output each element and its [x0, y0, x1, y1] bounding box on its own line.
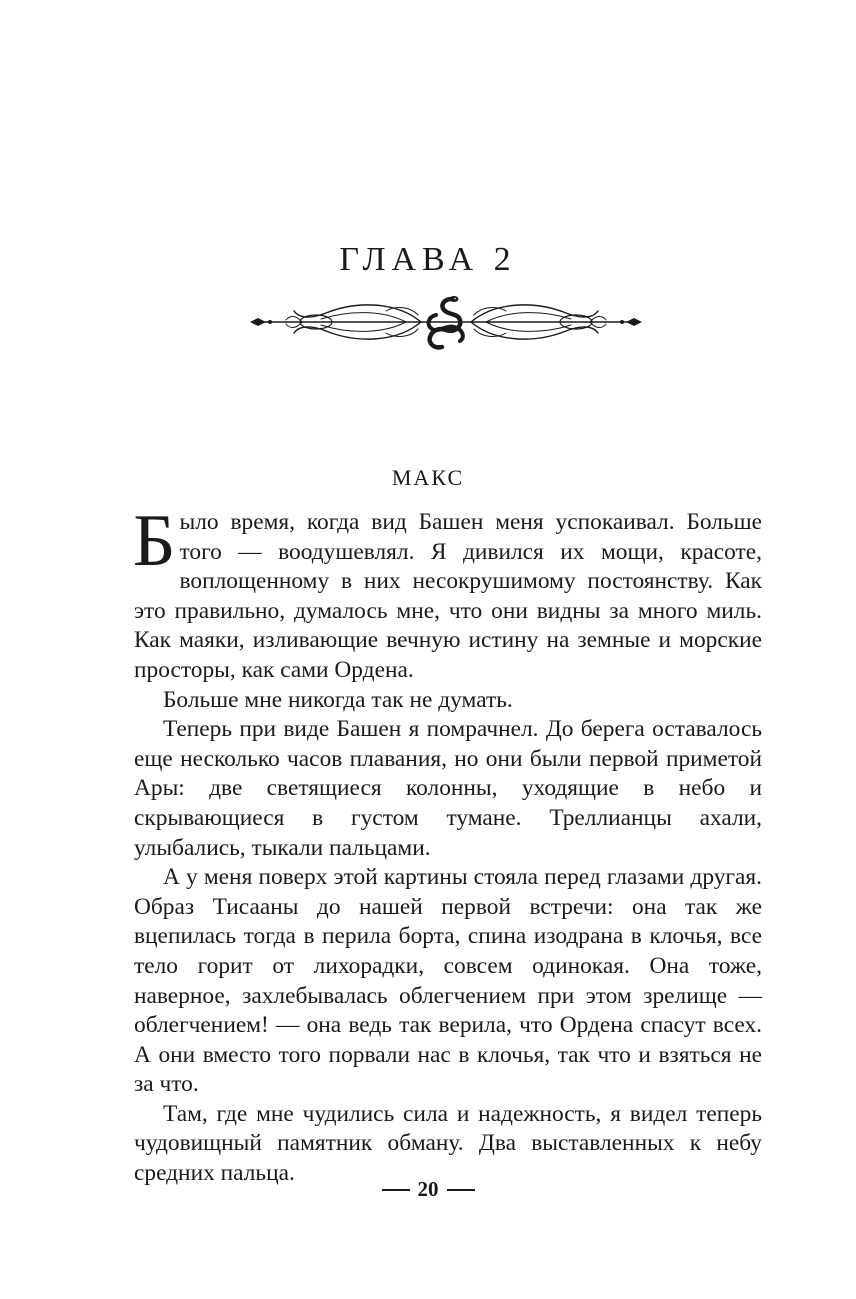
serpent-flourish-icon [246, 293, 646, 353]
chapter-body [133, 500, 762, 1189]
page-number-value: 20 [417, 1177, 439, 1201]
paragraph: Там, где мне чудились сила и надежность, я видел теперь чудовищный памятник обману. Два выставленных к небу средних пальца. [134, 1100, 762, 1187]
paragraph-text: ыло время, когда вид Башен меня успокаивал. Больше того — воодушевлял. Я дивился их мощи, красоте, воплощенному в них несокрушимому постоянству. Как это правильно, думалось мне, что они видны за много миль. Как маяки, изливающие вечную истину на земные и морские просторы, как сами Ордена. [134, 509, 762, 683]
narrator-heading: МАКС [391, 465, 465, 490]
drop-cap: Б [133, 500, 176, 582]
paragraph: Больше мне никогда так не думать. [163, 686, 513, 713]
folio-dash-right [447, 1189, 475, 1191]
chapter-title: ГЛАВА 2 [339, 241, 517, 278]
paragraph: А у меня поверх этой картины стояла перед глазами другая. Образ Тисааны до нашей первой встречи: она так же вцепилась тогда в перила борта, спина изодрана в клочья, все тело горит от лихорадки, совсем одинокая. Она тоже, наверное, захлебывалась облегчением при этом зрелище — облегчением! — она ведь так верила, что Ордена спасут всех. А они вместо того порвали нас в клочья, так что и взяться не за что. [134, 864, 762, 1098]
paragraph [133, 500, 762, 686]
page-number [0, 1175, 856, 1203]
folio-dash-left [382, 1189, 410, 1191]
paragraph: Теперь при виде Башен я помрачнел. До берега оставалось еще несколько часов плавания, но они были первой приметой Ары: две светящиеся колонны, уходящие в небо и скрывающиеся в густом тумане. Треллианцы ахали, улыбались, тыкали пальцами. [134, 716, 762, 861]
